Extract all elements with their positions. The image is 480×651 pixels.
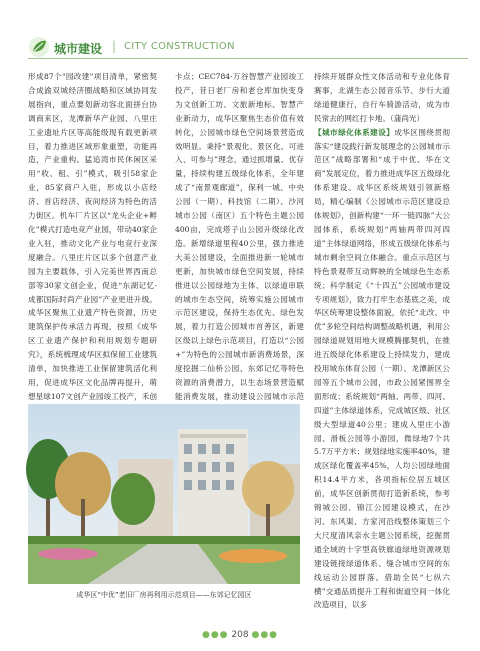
text-column-right (314, 70, 450, 620)
paragraph: 形成87个"园改建"项目清单，紧密契合成渝双城经济圈战略和区域协同发展指向，重点要划新动容北面拼台协调商来区，龙潭新华产业园、八里庄工业遗址片区等高能级现有载更新项目，着力推进区域形象重塑，功能再造，产业重构。猛追湾市民休闲区采用“收、租、引”模式，吸引58家企业，85家商户入驻，形成以小店经济、首店经济、夜间经济为特色的活力街区。机车厂片区以“龙头企业+孵化”模式打造电竞产业园，带动40家企业入驻，推动文化产业与电竞行业深度融合。八里庄片区以多个创意产业园为主要载体，引入完美世界西南总部等30家文创企业，促进“东湖记忆·成都国际时尚产业园”产业更进升级。成华区聚焦工业遗产特色资源，历史建筑保护传承活力再现，按照《成华区工业遗产保护和利用规划专题研究》，系统梳理成华区拟保留工业建筑清单，加快推进工业保留建筑活化利用，促进成华区文化品牌再提升，萌想星球107文创产业园竣工投产，禾创 (28, 72, 157, 401)
photo-caption: 成华区“中优”老旧厂房再利用示范项目——东郊记忆园区 (76, 591, 252, 599)
header-divider (28, 58, 468, 59)
paragraph: 持续开展群众性文体活动和专业化体育赛事，北湖生态公园音乐节、步行大道绿道健康行，自行车骑游活动，成为市民常去的网红打卡地。（蒲尚光） (314, 72, 450, 123)
park-illustration (28, 404, 300, 584)
page-header (28, 36, 468, 60)
paragraph-body: 成华区围绕贯彻落实“建设践行新发展理念的公园城市示范区”战略部署和“成于中优、华在文商”发展定位，着力推进成华区五级绿化体系建设。成华区系统规划引领新格局，精心编制《公园城市示范区建设总体规划》，创新构建“一环一链四脉”大公园体系，系统规划“两轴两带四河四道”主体绿道网络，形成五级绿化体系与城市剩余空间立体融合。重点示范区与特色景观带互动辉映的全城绿色生态系统；科学制定《“十四五”公园城市建设专项规划》，致力打牢生态基底之美，成华区统筹建设整体面貌，依托“北改、中优”多轮空间结构调整战略机遇，利用公园绿道规划用地大规模腾挪契机，在推进五级绿化体系建设上持续发力，建成投用城东体育公园（一期）、龙潭新区公园等五个城市公园，市政公园紧围界全面形成；系统规划“两轴、两带、四河、四道”主体绿道体系，完成城区级、社区级大型绿道40公里；建成入里庄小游园、滑板公园等小游园，微绿地7个共5.7万平方米；规划绿地实施率40%，建成区绿化覆盖率45%，人均公园绿地面积14.4平方米，各项指标位居五城区前，成华区创新贯彻打造新系统，参考锦城公园、锦江公园建设模式，在沙河、东风渠、方家河沿线整体策划三个大尺度清风亲水主题公园系统，挖掘贯通全域的十字型高铁廊道绿地资源规划建设链接绿道体系、缝合城市空间的东线运动公园群落。借助全民“七纵六横”交通品质提升工程和街道空间一体化改造项目，以多 (314, 127, 451, 610)
decorative-dots: ●●● (251, 630, 279, 640)
decorative-dots: ●●● (201, 630, 229, 640)
paragraph: 卡点；CEC784·万谷智慧产业园竣工投产，昔日老厂房和老仓库加快变身为文创新工坊、文旅新地标、智慧产业新动力，成华区聚焦生态价值有效转化，公园城市绿色空间场景营造成效明显。秉持“景观化、景区化、可进入、可参与”理念，通过抓增量、优存量，持续构建五级绿化体系，全年建成了“南景观廊道”，保利一城、中央公园（一期）、科技馆（二期）、沙河城市公园（南区）五个特色主题公园400亩，完成塔子山公园升级绿化改造。新增绿道里程40公里，强力推进大美公园建设，全面推进新一轮城市更新，加快城市绿色空间发展，持续推进以公园绿地为主体、以绿道串联的城市生态空间，统筹实施公园城市示范区建设，保持生态优先、绿色发展，着力打造公园城市首善区，新建区级以上绿色示范项目，打造以“公园+”为特色的公园城市新消费场景，深度挖掘二仙桥公园、东郊记忆等特色资源的消费潜力，以生态场景营造赋能消费发展，推动建设公园城市示范 (175, 72, 304, 401)
header-separator: | (112, 39, 117, 53)
park-photo (28, 404, 300, 584)
leaf-logo-icon (28, 36, 50, 58)
page-number (0, 630, 480, 640)
text-column-left (28, 70, 157, 400)
section-title: 城市建设 (54, 42, 103, 56)
section-subtitle: CITY CONSTRUCTION (124, 41, 235, 52)
section-heading: 【城市绿化体系建设】 (314, 127, 395, 137)
page-number-value: 208 (231, 630, 249, 640)
section-paragraph (314, 126, 450, 613)
